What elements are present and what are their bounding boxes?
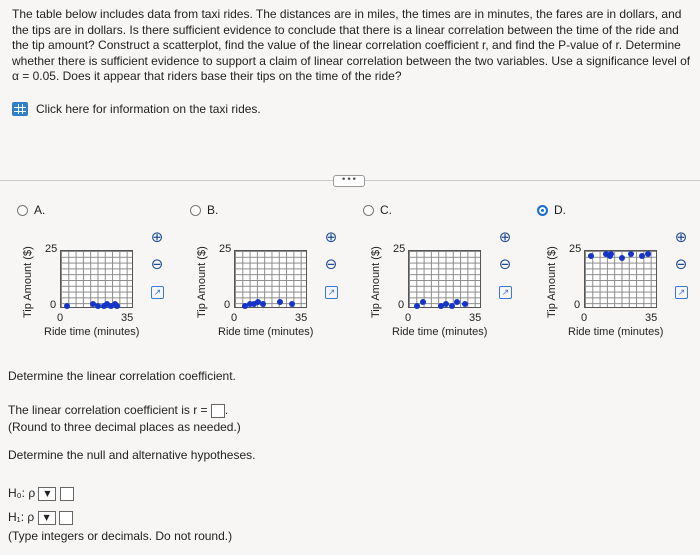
plot-b-area xyxy=(234,250,307,308)
zoom-in-icon[interactable]: ⊕ xyxy=(150,228,164,246)
plot-c-point xyxy=(414,303,420,309)
zoom-out-icon[interactable]: ⊖ xyxy=(150,255,164,273)
external-link-icon[interactable]: ↗ xyxy=(499,286,512,299)
plot-b-xtick-left: 0 xyxy=(231,312,238,324)
choice-a-label: A. xyxy=(34,203,46,217)
zoom-out-icon[interactable]: ⊖ xyxy=(674,255,688,273)
plot-c-point xyxy=(462,301,468,307)
zoom-in-icon[interactable]: ⊕ xyxy=(498,228,512,246)
plot-a-ytick-bottom: 0 xyxy=(50,299,57,311)
plot-d-xlabel: Ride time (minutes) xyxy=(568,326,664,338)
plot-c-xtick-right: 35 xyxy=(469,312,482,324)
q2-prompt: Determine the null and alternative hypotheses. xyxy=(8,448,256,462)
choice-d-radio[interactable] xyxy=(537,205,548,216)
plot-b-ytick-bottom: 0 xyxy=(224,299,231,311)
plot-b-point xyxy=(277,299,283,305)
choice-c-label: C. xyxy=(380,203,392,217)
plot-b-xlabel: Ride time (minutes) xyxy=(218,326,314,338)
plot-a-xtick-left: 0 xyxy=(57,312,64,324)
h1-label: H₁: ρ xyxy=(8,510,35,524)
q1-answer-line xyxy=(8,403,228,418)
choice-c-radio[interactable] xyxy=(363,205,374,216)
external-link-icon[interactable]: ↗ xyxy=(325,286,338,299)
choice-b[interactable] xyxy=(190,203,218,217)
r-input[interactable] xyxy=(211,404,225,418)
table-icon xyxy=(12,102,28,116)
q1-answer-prefix: The linear correlation coefficient is r = xyxy=(8,403,208,417)
plot-d-ytick-top: 25 xyxy=(569,243,582,255)
plot-b-ylabel: Tip Amount ($) xyxy=(196,246,208,318)
choice-d-label: D. xyxy=(554,203,566,217)
plot-d-point xyxy=(645,251,651,257)
plot-a-ylabel: Tip Amount ($) xyxy=(22,246,34,318)
plot-c-ylabel: Tip Amount ($) xyxy=(370,246,382,318)
plot-a-xlabel: Ride time (minutes) xyxy=(44,326,140,338)
zoom-out-icon[interactable]: ⊖ xyxy=(498,255,512,273)
plot-d-ylabel: Tip Amount ($) xyxy=(546,246,558,318)
plot-c-ytick-top: 25 xyxy=(393,243,406,255)
plot-c-xlabel: Ride time (minutes) xyxy=(392,326,488,338)
q1-prompt: Determine the linear correlation coefficient. xyxy=(8,369,236,383)
h0-row xyxy=(8,486,74,501)
h1-row xyxy=(8,510,73,525)
q1-note: (Round to three decimal places as needed.) xyxy=(8,420,241,434)
problem-statement: The table below includes data from taxi rides. The distances are in miles, the times are in minutes, the fares are in dollars, and the tips are in dollars. Is there sufficient evidence to conclude that there is a linear correlation between the time of the ride and the tip amount? Construct a scatterplot, find the value of the linear correlation coefficient r, and find the P-value of r. Determine whether there is sufficient evidence to support a claim of linear correlation between the two variables. Use a significance level of α = 0.05. Does it appear that riders base their tips on the time of the ride? xyxy=(12,7,691,83)
zoom-in-icon[interactable]: ⊕ xyxy=(674,228,688,246)
plot-c-ytick-bottom: 0 xyxy=(398,299,405,311)
h0-label: H₀: ρ xyxy=(8,486,36,500)
plot-a-point xyxy=(114,303,120,309)
zoom-out-icon[interactable]: ⊖ xyxy=(324,255,338,273)
plot-a-ytick-top: 25 xyxy=(45,243,58,255)
choice-b-label: B. xyxy=(207,203,219,217)
zoom-in-icon[interactable]: ⊕ xyxy=(324,228,338,246)
divider-handle[interactable]: ••• xyxy=(333,175,365,187)
h1-value-input[interactable] xyxy=(59,511,73,525)
choice-a-radio[interactable] xyxy=(17,205,28,216)
external-link-icon[interactable]: ↗ xyxy=(151,286,164,299)
q2-note: (Type integers or decimals. Do not round.) xyxy=(8,529,233,543)
plot-c-xtick-left: 0 xyxy=(405,312,412,324)
h1-operator-dropdown[interactable]: ▼ xyxy=(38,511,56,525)
q1-answer-suffix: . xyxy=(224,403,229,417)
plot-a-point xyxy=(64,303,70,309)
choice-c[interactable] xyxy=(363,203,392,217)
plot-c-area xyxy=(408,250,481,308)
choice-a[interactable] xyxy=(17,203,45,217)
choice-b-radio[interactable] xyxy=(190,205,201,216)
plot-a-area xyxy=(60,250,133,308)
external-link-icon[interactable]: ↗ xyxy=(675,286,688,299)
plot-b-ytick-top: 25 xyxy=(219,243,232,255)
choice-d[interactable] xyxy=(537,203,566,217)
plot-d-ytick-bottom: 0 xyxy=(574,299,581,311)
plot-c-point xyxy=(420,299,426,305)
plot-b-xtick-right: 35 xyxy=(295,312,308,324)
info-link-label: Click here for information on the taxi rides. xyxy=(36,102,261,116)
plot-d-xtick-left: 0 xyxy=(581,312,588,324)
h0-value-input[interactable] xyxy=(60,487,74,501)
h0-operator-dropdown[interactable]: ▼ xyxy=(38,487,56,501)
plot-a-xtick-right: 35 xyxy=(121,312,134,324)
info-link[interactable] xyxy=(12,102,261,116)
plot-d-xtick-right: 35 xyxy=(645,312,658,324)
